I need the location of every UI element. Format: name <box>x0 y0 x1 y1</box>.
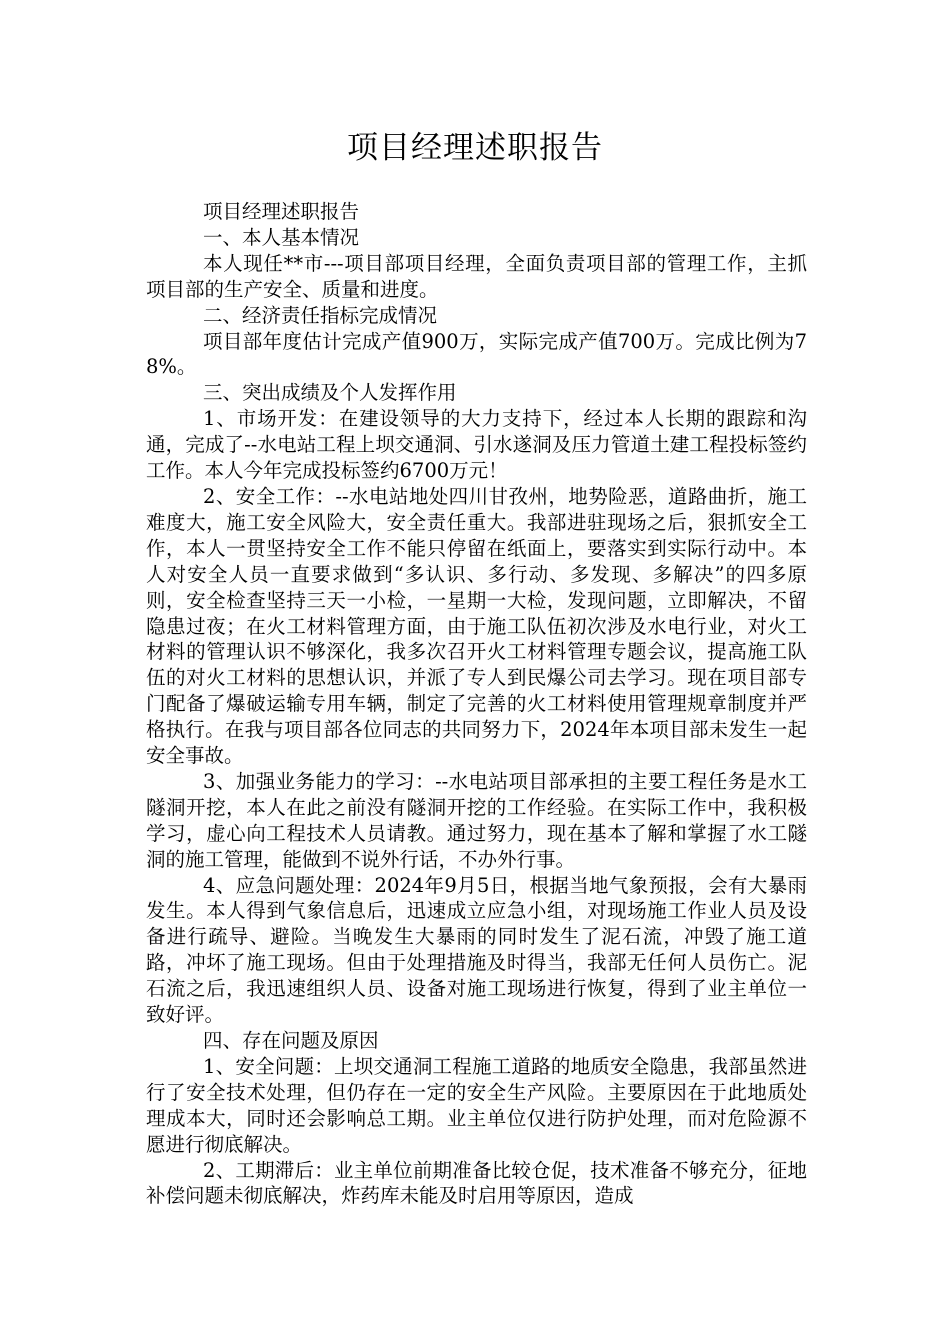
document-title: 项目经理述职报告 <box>347 130 603 166</box>
paragraph-safety-work: 2、安全工作：--水电站地处四川甘孜州，地势险恶，道路曲折，施工难度大，施工安全风险大，安全责任重大。我部进驻现场之后，狠抓安全工作，本人一贯坚持安全工作不能只停留在纸面上，要落实到实际行动中。本人对安全人员一直要求做到“多认识、多行动、多发现、多解决”的四多原则，安全检查坚持三天一小检，一星期一大检，发现问题，立即解决，不留隐患过夜；在火工材料管理方面，由于施工队伍初次涉及水电行业，对火工材料的管理认识不够深化，我多次召开火工材料管理专题会议，提高施工队伍的对火工材料的思想认识，并派了专人到民爆公司去学习。现在项目部专门配备了爆破运输专用车辆，制定了完善的火工材料使用管理规章制度并严格执行。在我与项目部各位同志的共同努力下，2024年本项目部未发生一起安全事故。 <box>146 484 807 768</box>
section-heading-achievements: 三、突出成绩及个人发挥作用 <box>203 381 457 405</box>
paragraph-output-value: 项目部年度估计完成产值900万，实际完成产值700万。完成比例为78%。 <box>146 329 807 379</box>
paragraph-position: 本人现任**市---项目部项目经理，全面负责项目部的管理工作，主抓项目部的生产安全、质量和进度。 <box>146 251 807 301</box>
paragraph-report-title: 项目经理述职报告 <box>203 200 360 223</box>
section-heading-economic-indicators: 二、经济责任指标完成情况 <box>203 303 438 327</box>
paragraph-emergency-handling: 4、应急问题处理：2024年9月5日，根据当地气象预报，会有大暴雨发生。本人得到气象信息后，迅速成立应急小组，对现场施工作业人员及设备进行疏导、避险。当晚发生大暴雨的同时发生了泥石流，冲毁了施工道路，冲坏了施工现场。但由于处理措施及时得当，我部无任何人员伤亡。泥石流之后，我迅速组织人员、设备对施工现场进行恢复，得到了业主单位一致好评。 <box>146 873 807 1027</box>
section-heading-basic-info: 一、本人基本情况 <box>203 225 360 249</box>
section-heading-problems: 四、存在问题及原因 <box>203 1029 379 1052</box>
document-body <box>146 199 807 1209</box>
paragraph-learning: 3、加强业务能力的学习：--水电站项目部承担的主要工程任务是水工隧洞开挖，本人在此之前没有隧洞开挖的工作经验。在实际工作中，我积极学习，虚心向工程技术人员请教。通过努力，现在基本了解和掌握了水工隧洞的施工管理，能做到不说外行话，不办外行事。 <box>146 769 807 871</box>
paragraph-market-development: 1、市场开发：在建设领导的大力支持下，经过本人长期的跟踪和沟通，完成了--水电站工程上坝交通洞、引水遂洞及压力管道土建工程投标签约工作。本人今年完成投标签约6700万元！ <box>146 407 807 483</box>
paragraph-safety-problem: 1、安全问题：上坝交通洞工程施工道路的地质安全隐患，我部虽然进行了安全技术处理，但仍存在一定的安全生产风险。主要原因在于此地质处理成本大，同时还会影响总工期。业主单位仅进行防护处理，而对危险源不愿进行彻底解决。 <box>146 1054 807 1156</box>
paragraph-schedule-delay: 2、工期滞后：业主单位前期准备比较仓促，技术准备不够充分，征地补偿问题未彻底解决，炸药库未能及时启用等原因，造成 <box>146 1158 807 1208</box>
